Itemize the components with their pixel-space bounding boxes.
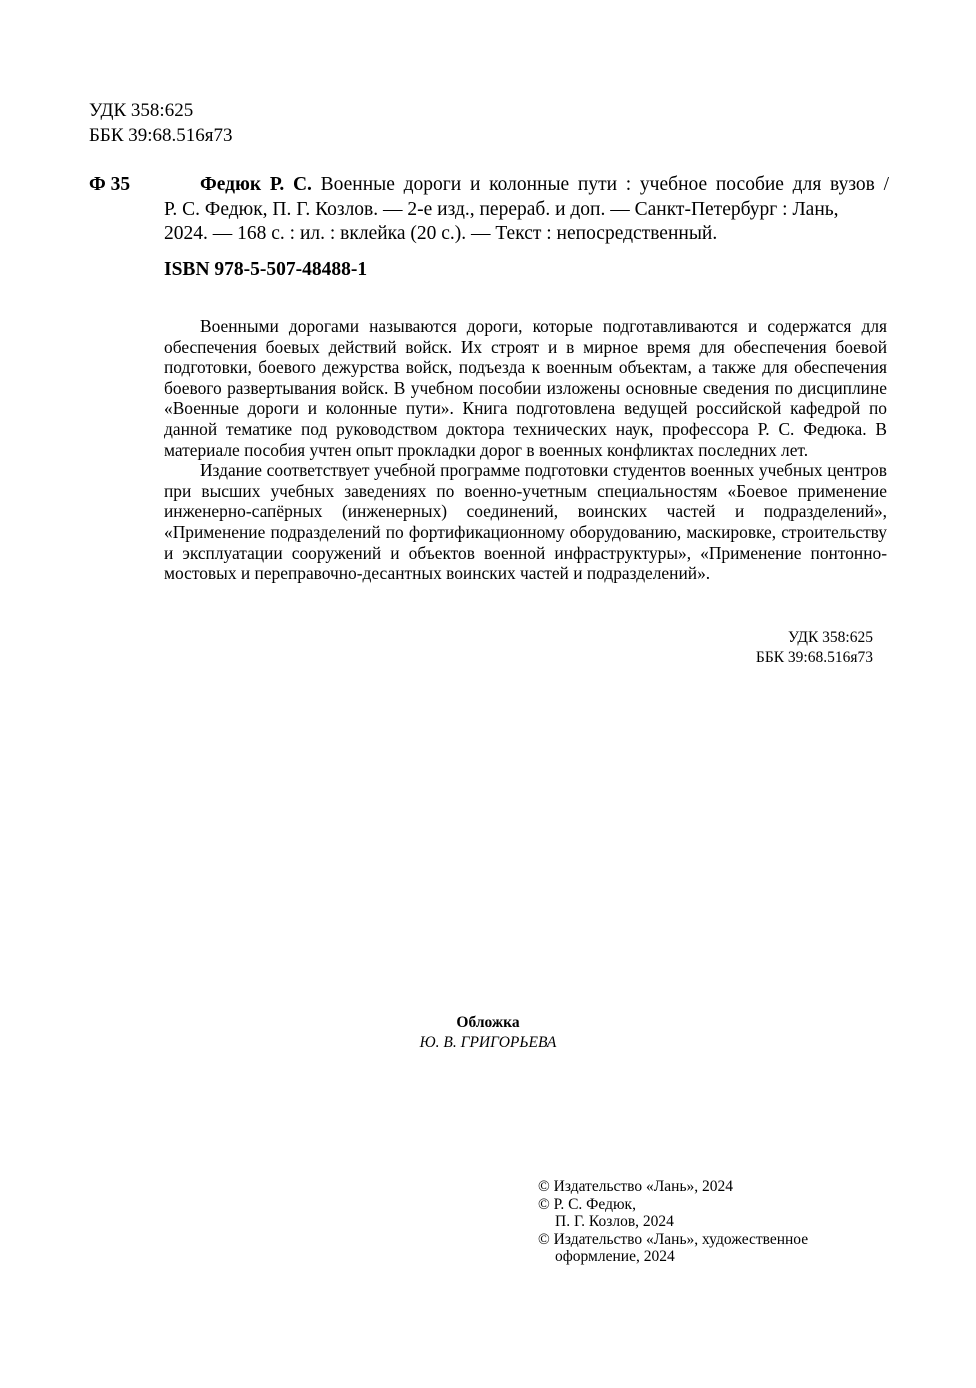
footer-codes xyxy=(756,628,873,668)
biblio-line-2: Р. С. Федюк, П. Г. Козлов. — 2-е изд., перераб. и доп. — Санкт-Петербург : Лань, xyxy=(164,198,839,220)
copyright-line: © Издательство «Лань», 2024 xyxy=(538,1178,734,1195)
copyright-line: оформление, 2024 xyxy=(555,1248,675,1266)
author-mark: Ф 35 xyxy=(89,174,131,195)
copyright-line: П. Г. Козлов, 2024 xyxy=(555,1213,674,1231)
copyright-line: © Издательство «Лань», художественное xyxy=(538,1230,809,1248)
cover-designer: Ю. В. ГРИГОРЬЕВА xyxy=(419,1034,557,1051)
cover-label: Обложка xyxy=(456,1014,520,1031)
annotation-paragraph-1: Военными дорогами называются дороги, которые подготавливаются и содержатся для обеспечения боевых действий войск. Их строят и в мирное время для обеспечения боевой подготовки, боевого дежурства войск, подъезда к военным объектам, а также для обеспечения боевого развертывания войск. В учебном пособии изложены основные сведения по дисциплине «Военные дороги и колонные пути». Книга подготовлена ведущей российской кафедрой по данной тематике под руководством доктора технических наук, профессора Р. С. Федюка. В материале пособия учтен опыт прокладки дорог в военных конфликтах последних лет. xyxy=(164,316,887,460)
bibliographic-description xyxy=(164,173,889,247)
copyright-block xyxy=(538,1178,808,1266)
udk-code: УДК 358:625 xyxy=(89,100,194,121)
bbk-code: ББК 39:68.516я73 xyxy=(89,125,233,146)
author-name: Федюк Р. С. xyxy=(200,174,312,195)
biblio-line-3: 2024. — 168 с. : ил. : вклейка (20 с.). — Текст : непосредственный. xyxy=(164,223,718,244)
cover-credit xyxy=(0,1013,976,1053)
isbn: ISBN 978-5-507-48488-1 xyxy=(164,259,368,280)
annotation-paragraph-2: Издание соответствует учебной программе подготовки студентов военных учебных центров при высших учебных заведениях по военно-учетным специальностям «Боевое применение инженерно-сапёрных (инженерных) соединений, воинских частей и подразделений», «Применение подразделений по фортификационному оборудованию, маскировке, строительству и эксплуатации сооружений и объектов военной инфраструктуры», «Применение понтонно-мостовых и переправочно-десантных воинских частей и подразделений». xyxy=(164,460,887,584)
title-text: Военные дороги и колонные пути : учебное пособие для вузов / xyxy=(311,174,890,195)
biblio-line-1 xyxy=(164,173,889,198)
copyright-line: © Р. С. Федюк, xyxy=(538,1195,636,1213)
footer-bbk: ББК 39:68.516я73 xyxy=(755,649,873,666)
classification-codes xyxy=(89,98,233,148)
footer-udk: УДК 358:625 xyxy=(787,629,873,646)
annotation xyxy=(164,316,887,584)
